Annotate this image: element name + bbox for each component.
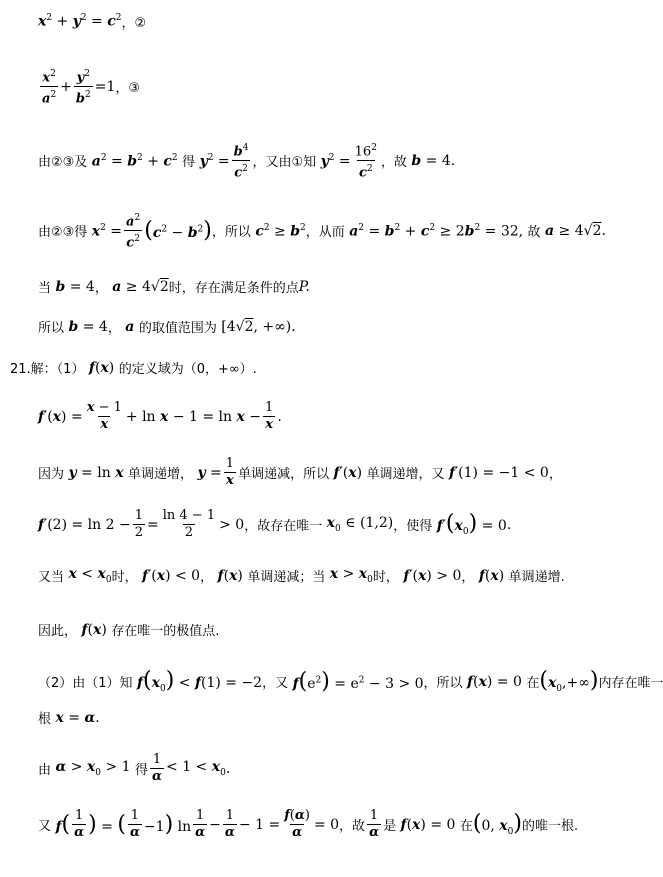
conclusion-1: 因此， f(x) 存在唯一的极值点. (38, 621, 220, 639)
text-segment: 又 (38, 819, 52, 834)
text-segment: . (506, 516, 512, 533)
text-segment: 因为 (38, 467, 65, 482)
text-segment: ，又由①知 (252, 155, 317, 171)
text-segment: 单调递减，所以 (238, 467, 330, 482)
text-segment: P. (298, 278, 310, 295)
unique-root-line: f′(2) = ln 2 − $\frac{1}{2}$ = $\frac{\ln 4 - 1}{2}$ > 0 ，故存在唯一 $x_0$ ∈ (1,2) ，使得 $f'(x_0) = 0$ . (38, 508, 512, 540)
text-segment: 又当 (38, 570, 65, 585)
derive-b: 由②③及 $a^2 = b^2 + c^2$ 得 $y^2$ = $\frac{b^4}{c^2}$ ，又由①知 $y^2$ = $\frac{16^2}{c^2}$ ，故 b = 4 . (38, 143, 456, 181)
text-segment: . (95, 709, 100, 726)
root-alpha-line: 根 x = α . (38, 709, 100, 727)
eq3-label: ，③ (115, 81, 141, 97)
text-segment: 的取值范围为 (138, 321, 217, 336)
text-segment: ， (461, 570, 475, 585)
text-segment: ， (200, 570, 214, 585)
part-2-line: （2）由（1）知 $f(x_0) < f(1) = -2$ ，又 $f(e^2) = e^2 - 3 > 0$ ，所以 f(x) = 0 在 $(x_0,+\infty)$ 内存在唯一 (38, 668, 663, 694)
interval-line: 又当 $x < x_0$ 时， f′(x) < 0 ， f(x) 单调递减；当 $x > x_0$ 时， f′(x) > 0 ， f(x) 单调递增. (38, 566, 565, 585)
text-segment: 得 (134, 763, 148, 778)
text-segment: ，从而 (305, 225, 345, 241)
text-segment: 时，存在满足条件的点 (168, 281, 299, 296)
text-segment: 由 (38, 763, 52, 778)
eq2-label: ，② (121, 16, 147, 31)
derivative-line: f′(x) = $\frac{x - 1}{x}$ + ln x − 1 = ln x − $\frac{1}{x}$ . (38, 400, 282, 432)
text-segment: 在 (526, 676, 540, 692)
text-segment: 所以 (38, 321, 65, 336)
text-segment: 单调递增. (508, 570, 565, 585)
derive-a: 由②③得 $x^2$ = $\frac{a^2}{c^2}$ $(c^2 - b^2)$ ，所以 $c^2 \ge b^2$ ，从而 $a^2 = b^2 + c^2 \ge 2b^2 = 32$, 故 a ≥ 4√2 . (38, 213, 606, 251)
equation-2: $x^2 + y^2 = c^2$ ，② (38, 13, 147, 31)
text-segment: 21.解：（1） (10, 362, 85, 377)
text-segment: 单调递增，又 (366, 467, 445, 482)
text-segment: . (450, 152, 456, 169)
text-segment: . (225, 760, 231, 777)
text-segment: 是 (383, 819, 397, 834)
text-segment: ，使得 (393, 519, 433, 534)
equation-3: $\frac{x^2}{a^2}$ + $\frac{y^2}{b^2}$ =1 ，③ (42, 69, 141, 107)
text-segment: . (601, 222, 606, 239)
text-segment: ， (107, 321, 121, 336)
text-segment: ，故存在唯一 (244, 519, 323, 534)
range-line: 所以 b = 4 ， a 的取值范围为 [4√2, +∞) . (38, 318, 296, 336)
text-segment: . (291, 318, 296, 335)
text-segment: 的唯一根. (521, 819, 579, 834)
final-line: 又 f( $\frac{1}{\alpha}$ ) = ( $\frac{1}{\alpha}$ −1) ln $\frac{1}{\alpha}$ − $\frac{1}{\alpha}$ − 1 = $\frac{f(\alpha)}{\alpha}$ = 0 ，故 $\frac{1}{\alpha}$ 是 f(x) = 0 在 (0, $x_0$) 的唯一根. (38, 808, 579, 840)
text-segment: 时， (111, 570, 138, 585)
text-segment: 得 (182, 155, 196, 171)
text-segment: 由②③及 (38, 155, 88, 171)
text-segment: 根 (38, 712, 52, 727)
text-segment: 故 (527, 225, 541, 241)
text-segment: 当 (38, 281, 52, 296)
problem-21-header: 21.解：（1） f(x) 的定义域为（0，+∞）. (10, 359, 257, 377)
text-segment: 在 (459, 819, 473, 834)
text-segment: 时， (372, 570, 399, 585)
text-segment: 由②③得 (38, 225, 88, 241)
condition-line: 当 b = 4 ， a ≥ 4√2 时，存在满足条件的点 P. (38, 278, 310, 296)
monotone-line: 因为 y = ln x 单调递增， y = $\frac{1}{x}$ 单调递减，所以 f′(x) 单调递增，又 f′(1) = −1 < 0 ， (38, 456, 562, 488)
text-segment: ， (94, 281, 108, 296)
text-segment: . (277, 408, 282, 425)
text-segment: 内存在唯一 (598, 676, 663, 692)
text-segment: 因此， (38, 624, 78, 639)
text-segment: ，故 (380, 155, 407, 171)
text-segment: ， (548, 467, 562, 482)
text-segment: （2）由（1）知 (38, 676, 133, 692)
text-segment: ，故 (339, 819, 366, 834)
alpha-inequality-line: 由 $\alpha > x_0 > 1$ 得 $\frac{1}{\alpha}$ < $1 < x_0$ . (38, 752, 231, 784)
text-segment: 的定义域为（0，+∞）. (118, 362, 257, 377)
text-segment: 单调递增， (128, 467, 194, 482)
text-segment: 存在唯一的极值点. (111, 624, 220, 639)
text-segment: ，又 (262, 676, 289, 692)
text-segment: ，所以 (423, 676, 463, 692)
text-segment: 单调递减；当 (247, 570, 326, 585)
text-segment: ，所以 (211, 225, 251, 241)
